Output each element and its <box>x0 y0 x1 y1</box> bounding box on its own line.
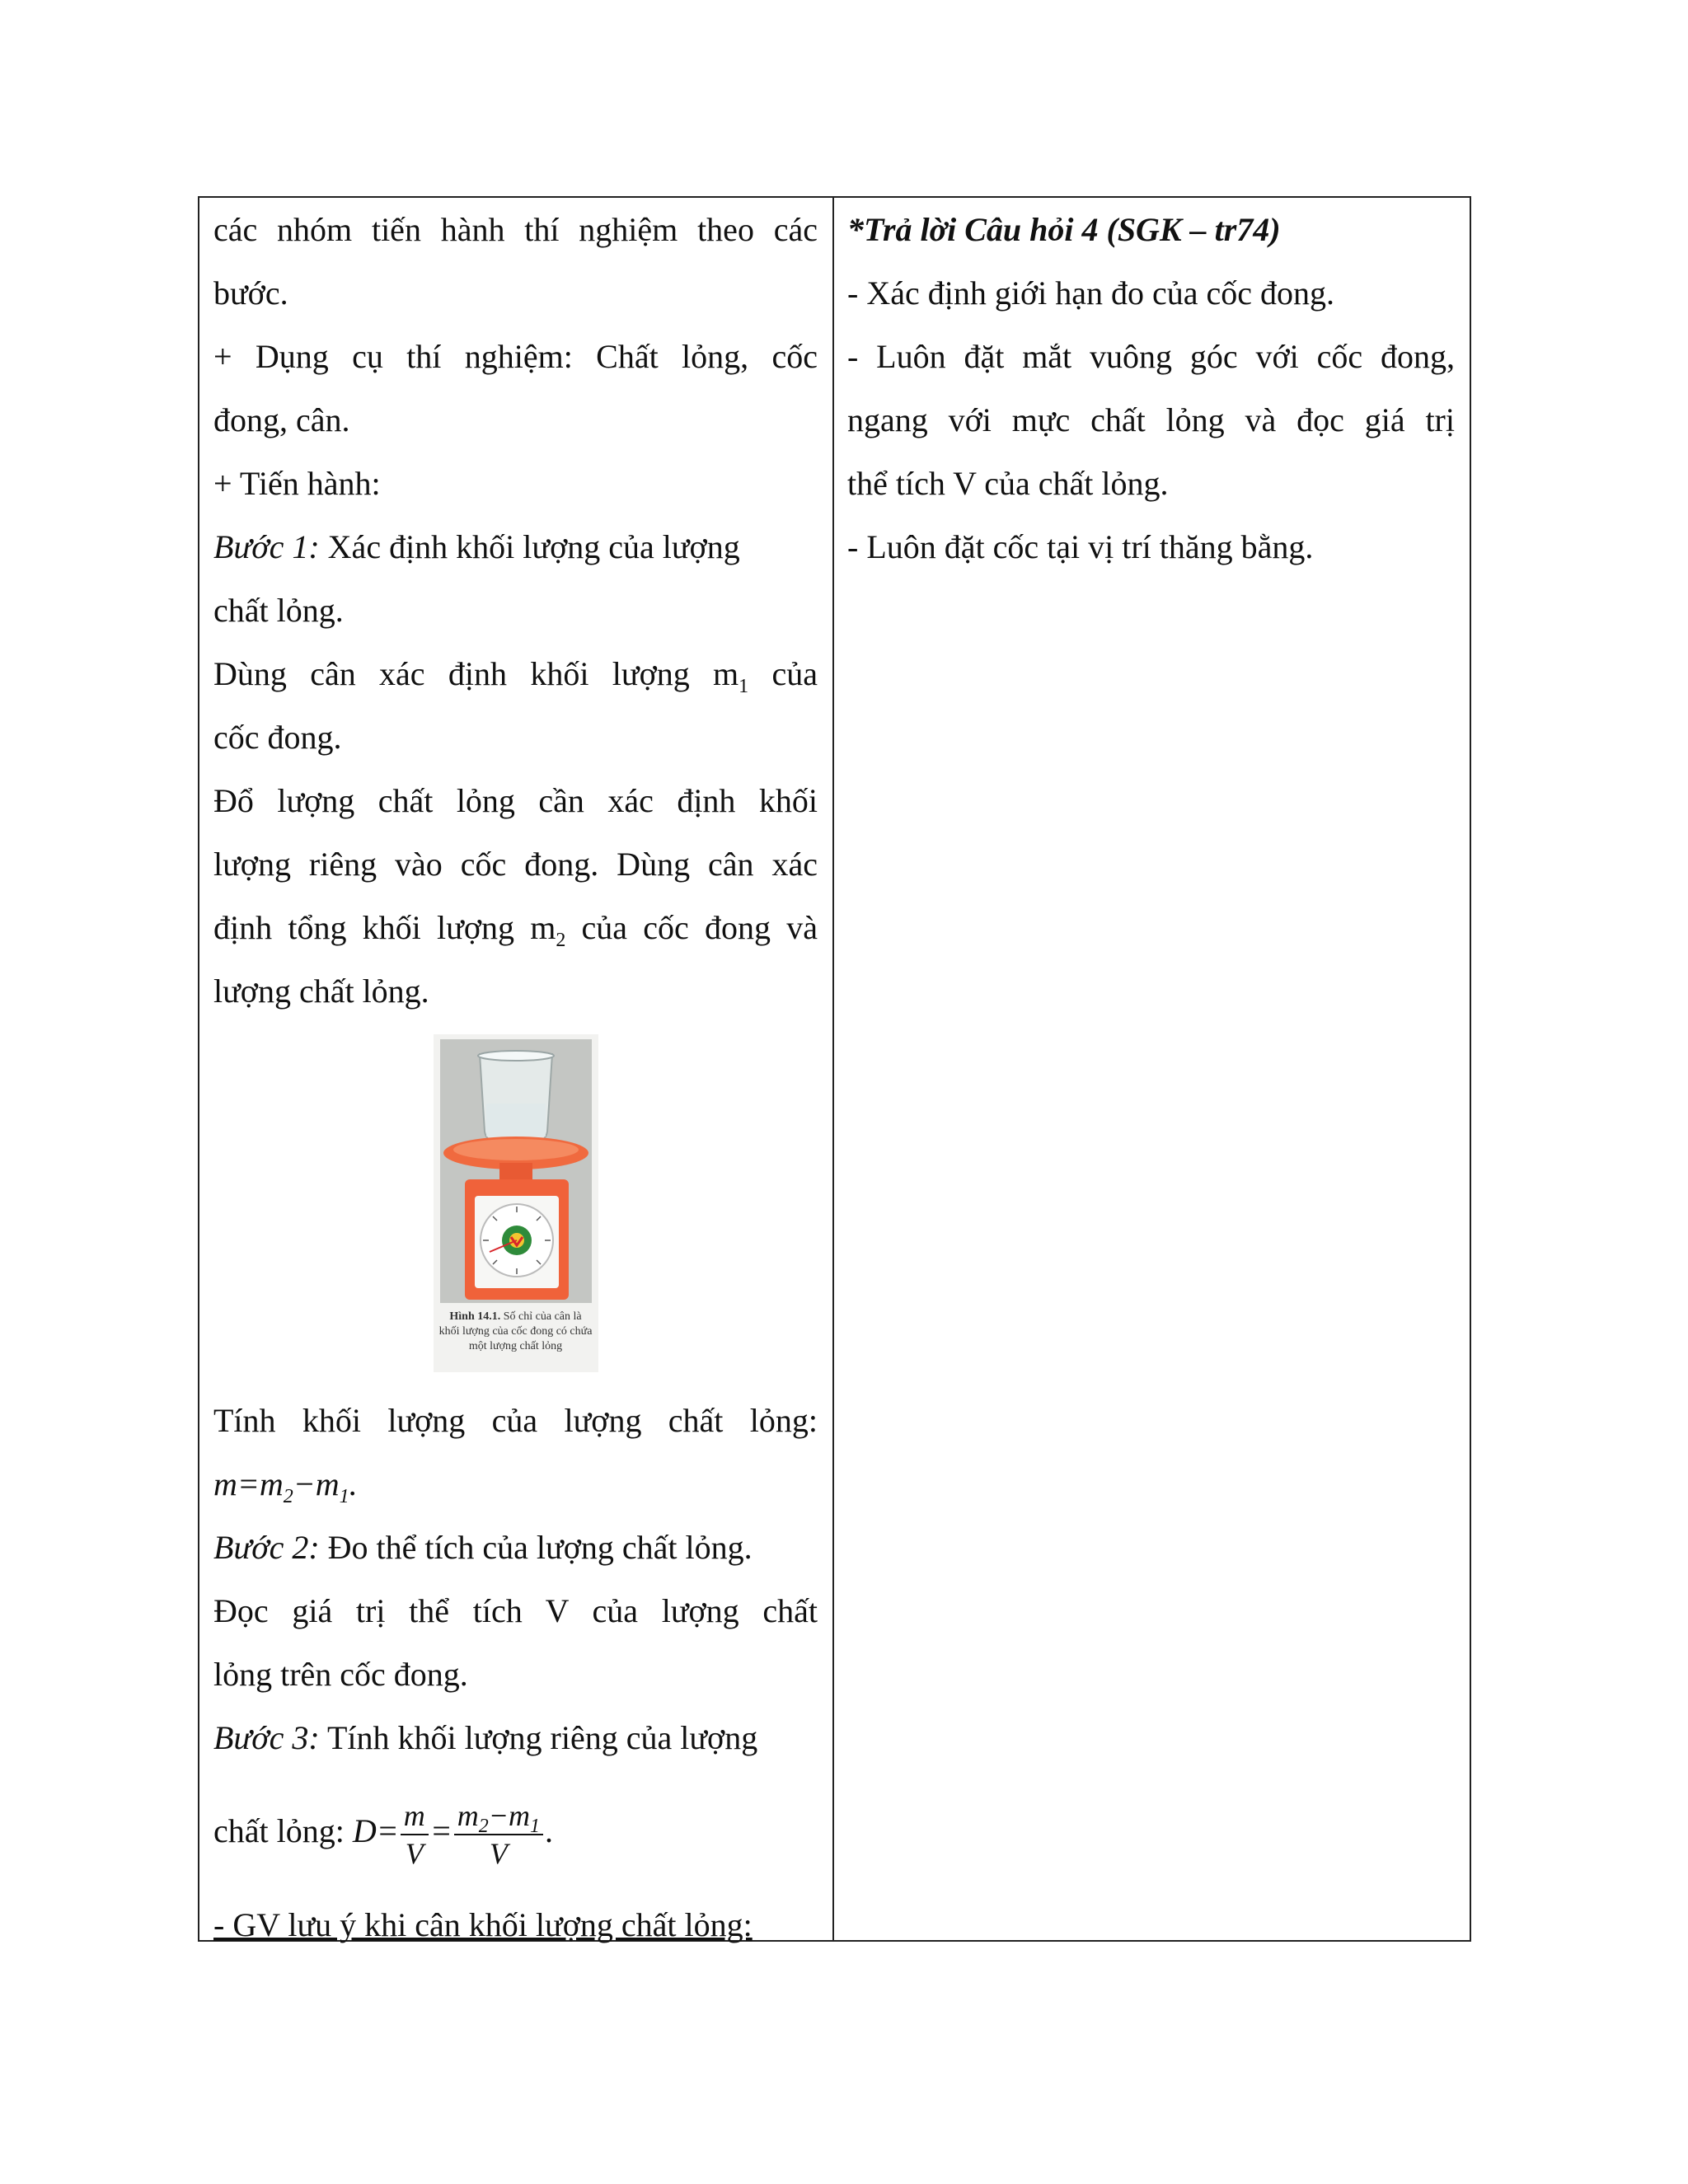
formula-sub: 2 <box>283 1486 293 1507</box>
step3-text: Tính khối lượng riêng của lượng <box>319 1719 758 1756</box>
step2-line <box>213 1516 818 1579</box>
text-line: Tính khối lượng của lượng chất lỏng: <box>213 1402 818 1439</box>
step2-text: Đo thể tích của lượng chất lỏng. <box>319 1529 753 1566</box>
left-column <box>199 198 834 1943</box>
text-line: Đổ lượng chất lỏng cần xác định khối <box>213 782 818 819</box>
step3-line <box>213 1706 818 1769</box>
m2-text-b: của cốc đong và <box>565 909 818 946</box>
numerator-part: −m <box>488 1798 531 1832</box>
text-line: cốc đong. <box>213 719 342 756</box>
density-formula <box>213 1769 818 1893</box>
scale-photo <box>440 1039 592 1303</box>
formula-part: −m <box>293 1465 340 1502</box>
text-line: lỏng trên cốc đong. <box>213 1656 468 1693</box>
text-line: + Dụng cụ thí nghiệm: Chất lỏng, cốc <box>213 338 818 375</box>
m1-text-a: Dùng cân xác định khối lượng m <box>213 655 739 692</box>
fraction-numerator: m <box>401 1797 429 1835</box>
fraction-mass-diff-over-v <box>454 1797 543 1872</box>
kitchen-scale-illustration <box>440 1039 592 1303</box>
formula-sub: 1 <box>339 1486 349 1507</box>
right-column <box>834 198 1470 1940</box>
figure-caption <box>438 1310 593 1354</box>
teacher-note: - GV lưu ý khi cân khối lượng chất lỏng: <box>213 1906 753 1943</box>
text-line: lượng chất lỏng. <box>213 972 429 1010</box>
fraction-denominator: V <box>405 1836 424 1870</box>
equals-sign: = <box>429 1812 452 1849</box>
scale-figure <box>434 1034 598 1372</box>
text-line: Đọc giá trị thể tích V của lượng chất <box>213 1592 818 1629</box>
content-table <box>198 196 1471 1942</box>
text-line: các nhóm tiến hành thí nghiệm theo các <box>213 211 818 248</box>
numerator-sub: 2 <box>478 1816 489 1837</box>
mass-formula <box>213 1452 818 1516</box>
fraction-denominator: V <box>489 1836 508 1870</box>
m2-line <box>213 896 818 959</box>
text-line: đong, cân. <box>213 401 350 438</box>
numerator-sub: 1 <box>530 1816 541 1837</box>
text-line: lượng riêng vào cốc đong. Dùng cân xác <box>213 846 818 883</box>
text-line: - Luôn đặt mắt vuông góc với cốc đong, <box>847 338 1455 375</box>
text-line: thể tích V của chất lỏng. <box>847 465 1169 502</box>
text-line: + Tiến hành: <box>213 465 381 502</box>
numerator-part: m <box>457 1798 479 1832</box>
text-line: bước. <box>213 274 288 312</box>
step2-label: Bước 2: <box>213 1529 320 1566</box>
text-line: chất lỏng. <box>213 592 344 629</box>
density-end: . <box>545 1812 554 1849</box>
m1-subscript: 1 <box>738 676 749 697</box>
text-line: ngang với mực chất lỏng và đọc giá trị <box>847 401 1455 438</box>
m1-line <box>213 642 818 705</box>
fraction-m-over-v <box>401 1797 429 1872</box>
step1-text: Xác định khối lượng của lượng <box>319 528 740 565</box>
m1-text-b: của <box>748 655 818 692</box>
step3-label: Bước 3: <box>213 1719 320 1756</box>
text-line: - Luôn đặt cốc tại vị trí thăng bằng. <box>847 528 1314 565</box>
m2-subscript: 2 <box>556 930 566 951</box>
fraction-numerator <box>454 1797 543 1835</box>
step1-label: Bước 1: <box>213 528 320 565</box>
text-line: - Xác định giới hạn đo của cốc đong. <box>847 274 1334 312</box>
caption-label: Hình 14.1. <box>449 1310 501 1323</box>
caption-text: Số chỉ của cân là khối lượng của cốc đong có chứa một lượng chất lỏng <box>438 1310 593 1352</box>
formula-part: . <box>349 1465 358 1502</box>
formula-part: m=m <box>213 1465 284 1502</box>
m2-text-a: định tổng khối lượng m <box>213 909 556 946</box>
density-symbol: D= <box>352 1812 399 1849</box>
step1-line <box>213 515 818 579</box>
density-prefix: chất lỏng: <box>213 1812 353 1849</box>
answer-heading: *Trả lời Câu hỏi 4 (SGK – tr74) <box>847 211 1281 248</box>
